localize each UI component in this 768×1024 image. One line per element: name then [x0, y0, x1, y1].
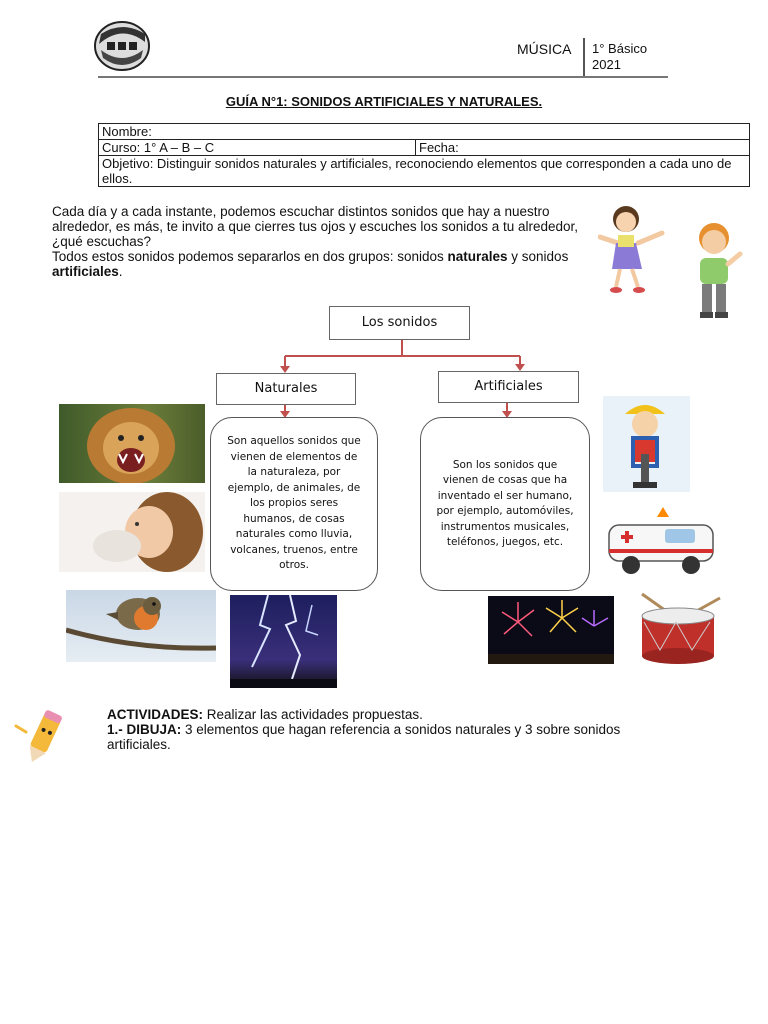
subject-label: MÚSICA: [517, 41, 572, 57]
lion-roaring-image: [59, 404, 205, 483]
page-title: GUÍA N°1: SONIDOS ARTIFICIALES Y NATURALES.: [225, 94, 543, 109]
activity-item-label: 1.- DIBUJA:: [107, 722, 182, 737]
bold-naturales: naturales: [447, 249, 508, 264]
natural-description-box: [210, 417, 378, 591]
intro-text-run: .: [118, 264, 123, 279]
natural-description-text: Son aquellos sonidos que vienen de elementos de la naturaleza, por ejemplo, de animales, de los propios seres humanos, de cosas naturales como lluvia, volcanes, truenos, entre otros.: [227, 435, 361, 572]
fireworks-image: [488, 596, 614, 664]
activity-item-1: [107, 722, 667, 752]
intro-text-run: Todos estos sonidos podemos separarlos en dos grupos: sonidos: [52, 249, 448, 264]
artificial-category-node: Artificiales: [438, 371, 579, 403]
intro-paragraph-1: Cada día y a cada instante, podemos escuchar distintos sonidos que hay a nuestro alrededor, es más, te invito a que cierres tus ojos y escuches los sonidos a tu alrededor, ¿qué escuchas?: [52, 204, 579, 249]
activities-section: [107, 707, 667, 752]
lightning-storm-image: [230, 595, 337, 688]
girl-sneezing-image: [59, 492, 205, 572]
activities-intro: [107, 707, 667, 722]
artificial-description-box: [420, 417, 590, 591]
intro-text-run: y sonidos: [507, 249, 569, 264]
diagram-root-node: Los sonidos: [329, 306, 470, 340]
artificial-description-text: Son los sonidos que vienen de cosas que ha inventado el ser humano, por ejemplo, automóviles, instrumentos musicales, teléfonos, juegos, etc.: [436, 458, 574, 548]
year-label: 2021: [592, 57, 621, 72]
natural-category-node: Naturales: [216, 373, 356, 405]
course-field[interactable]: Curso: 1° A – B – C: [99, 140, 416, 156]
objective-cell: Objetivo: Distinguir sonidos naturales y artificiales, reconociendo elementos que corresponden a cada uno de ellos.: [99, 156, 750, 187]
activities-label: ACTIVIDADES:: [107, 707, 204, 722]
pencil-mascot-illustration: [14, 708, 70, 768]
activity-item-text: 3 elementos que hagan referencia a sonidos naturales y 3 sobre sonidos artificiales.: [107, 722, 621, 752]
bold-artificiales: artificiales: [52, 264, 119, 279]
ambulance-image: [603, 505, 721, 581]
name-field[interactable]: Nombre:: [99, 124, 750, 140]
activities-text: Realizar las actividades propuestas.: [203, 707, 423, 722]
jackhammer-worker-image: [603, 396, 690, 492]
grade-label: 1° Básico: [592, 41, 648, 56]
drum-image: [632, 592, 724, 668]
robin-bird-image: [66, 590, 216, 662]
date-field[interactable]: Fecha:: [416, 140, 750, 156]
